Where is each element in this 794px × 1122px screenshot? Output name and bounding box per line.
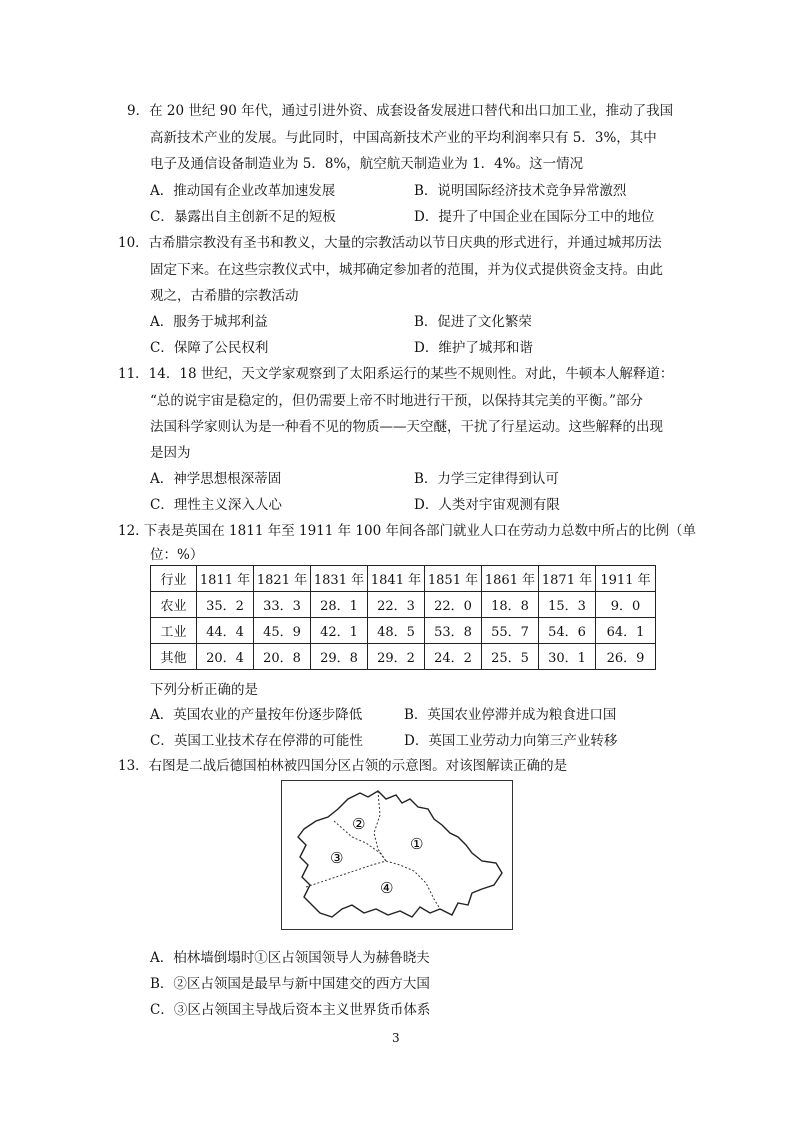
q13-option-b[interactable]: B．②区占领国是最早与新中国建交的西方大国 <box>150 976 430 992</box>
q12-prompt: 下列分析正确的是 <box>150 682 258 698</box>
q13-option-c[interactable]: C．③区占领国主导战后资本主义世界货币体系 <box>150 1002 431 1018</box>
table-cell: 45．9 <box>254 618 311 644</box>
table-cell: 20．4 <box>197 644 254 670</box>
q9-line-1: 9．在 20 世纪 90 年代，通过引进外资、成套设备发展进口替代和出口加工业，推动了我国 <box>127 103 674 119</box>
table-cell: 44．4 <box>197 618 254 644</box>
table-cell: 48．5 <box>368 618 425 644</box>
map-label-4: ④ <box>380 879 394 897</box>
table-cell: 33．3 <box>254 592 311 618</box>
berlin-occupation-map <box>281 780 513 930</box>
q12-option-c[interactable]: C．英国工业技术存在停滞的可能性 <box>150 733 363 749</box>
table-header-cell: 1831 年 <box>311 566 368 592</box>
q12-line-1: 12. 下表是英国在 1811 年至 1911 年 100 年间各部门就业人口在劳动力总数中所占的比例（单 <box>118 523 696 539</box>
berlin-outline <box>298 791 502 917</box>
table-cell: 55．7 <box>482 618 539 644</box>
berlin-map-svg <box>282 781 512 929</box>
sector-border <box>306 861 386 887</box>
table-cell: 29．8 <box>311 644 368 670</box>
sector-border <box>374 791 386 861</box>
page-number: 3 <box>392 1031 400 1045</box>
table-cell: 35．2 <box>197 592 254 618</box>
q12-line-2: 位：%） <box>150 547 204 563</box>
q11-line-3: 法国科学家则认为是一种看不见的物质——天空醚，干扰了行星运动。这些解释的出现 <box>150 419 663 435</box>
table-cell: 工业 <box>151 618 197 644</box>
map-label-3: ③ <box>330 849 344 867</box>
q10-option-a[interactable]: A．服务于城邦利益 <box>150 314 268 330</box>
table-cell: 15．3 <box>539 592 596 618</box>
table-cell: 26．9 <box>596 644 656 670</box>
q13-line-1: 13．右图是二战后德国柏林被四国分区占领的示意图。对该图解读正确的是 <box>118 758 568 774</box>
employment-table <box>150 565 656 670</box>
q9-option-b[interactable]: B．说明国际经济技术竞争异常激烈 <box>414 183 627 199</box>
table-cell: 54．6 <box>539 618 596 644</box>
table-cell: 53．8 <box>425 618 482 644</box>
table-cell: 20．8 <box>254 644 311 670</box>
table-header-cell: 行业 <box>151 566 197 592</box>
q12-option-b[interactable]: B．英国农业停滞并成为粮食进口国 <box>404 707 617 723</box>
table-header-cell: 1871 年 <box>539 566 596 592</box>
q10-line-1: 10．古希腊宗教没有圣书和教义，大量的宗教活动以节日庆典的形式进行，并通过城邦历法 <box>118 235 662 251</box>
table-row <box>151 644 656 670</box>
q10-line-2: 固定下来。在这些宗教仪式中，城邦确定参加者的范围，并为仪式提供资金支持。由此 <box>150 262 663 278</box>
table-cell: 30．1 <box>539 644 596 670</box>
table-cell: 22．3 <box>368 592 425 618</box>
q9-line-2: 高新技术产业的发展。与此同时，中国高新技术产业的平均利润率只有 5．3%，其中 <box>150 130 657 146</box>
q10-option-c[interactable]: C．保障了公民权利 <box>150 340 269 356</box>
table-cell: 18．8 <box>482 592 539 618</box>
table-header-cell: 1821 年 <box>254 566 311 592</box>
table-header-cell: 1911 年 <box>596 566 656 592</box>
table-header-cell: 1861 年 <box>482 566 539 592</box>
table-row <box>151 618 656 644</box>
q10-option-b[interactable]: B．促进了文化繁荣 <box>414 314 532 330</box>
q12-option-d[interactable]: D．英国工业劳动力向第三产业转移 <box>404 733 618 749</box>
q12-option-a[interactable]: A．英国农业的产量按年份逐步降低 <box>150 707 363 723</box>
q11-option-c[interactable]: C．理性主义深入人心 <box>150 497 282 513</box>
table-cell: 29．2 <box>368 644 425 670</box>
q11-line-4: 是因为 <box>150 445 191 461</box>
table-cell: 25．5 <box>482 644 539 670</box>
q10-line-3: 观之，古希腊的宗教活动 <box>150 288 299 304</box>
table-header-row <box>151 566 656 592</box>
q10-option-d[interactable]: D．维护了城邦和谐 <box>414 340 533 356</box>
q9-line-3: 电子及通信设备制造业为 5．8%，航空航天制造业为 1．4%。这一情况 <box>150 156 584 172</box>
q11-option-b[interactable]: B．力学三定律得到认可 <box>414 471 559 487</box>
sector-border <box>386 861 440 909</box>
table-header-cell: 1841 年 <box>368 566 425 592</box>
q9-option-c[interactable]: C．暴露出自主创新不足的短板 <box>150 209 336 225</box>
map-label-2: ② <box>352 815 366 833</box>
table-cell: 28．1 <box>311 592 368 618</box>
table-header-cell: 1851 年 <box>425 566 482 592</box>
table-cell: 42．1 <box>311 618 368 644</box>
table-cell: 其他 <box>151 644 197 670</box>
q11-line-1: 11．14．18 世纪，天文学家观察到了太阳系运行的某些不规则性。对此，牛顿本人解释道： <box>118 366 674 382</box>
q11-line-2: “总的说宇宙是稳定的，但仍需要上帝不时地进行干预，以保持其完美的平衡。”部分 <box>150 393 644 409</box>
q11-option-a[interactable]: A．神学思想根深蒂固 <box>150 471 282 487</box>
table-cell: 农业 <box>151 592 197 618</box>
map-label-1: ① <box>410 835 424 853</box>
table-cell: 22．0 <box>425 592 482 618</box>
table-cell: 64．1 <box>596 618 656 644</box>
table-header-cell: 1811 年 <box>197 566 254 592</box>
q13-option-a[interactable]: A．柏林墙倒塌时①区占领国领导人为赫鲁晓夫 <box>150 950 430 966</box>
table-cell: 24．2 <box>425 644 482 670</box>
q11-option-d[interactable]: D．人类对宇宙观测有限 <box>414 497 560 513</box>
q9-option-d[interactable]: D．提升了中国企业在国际分工中的地位 <box>414 209 655 225</box>
q9-option-a[interactable]: A．推动国有企业改革加速发展 <box>150 183 336 199</box>
table-row <box>151 592 656 618</box>
table-cell: 9．0 <box>596 592 656 618</box>
